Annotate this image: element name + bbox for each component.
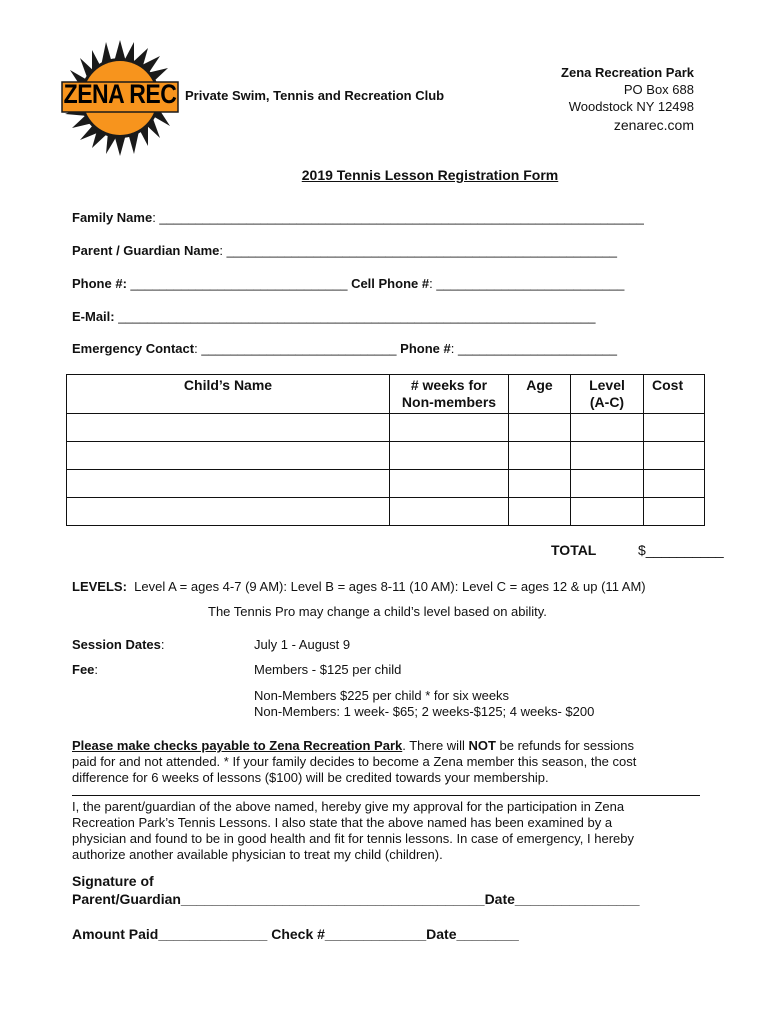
total-label: TOTAL xyxy=(551,542,597,558)
emergency-phone-blank[interactable]: : ______________________ xyxy=(450,341,618,356)
amount-paid-line[interactable]: Amount Paid______________ Check #_____________Date________ xyxy=(72,926,519,942)
waiver-text xyxy=(72,799,712,863)
parent-guardian-blank[interactable]: : ______________________________________________________ xyxy=(219,243,618,258)
family-name-blank[interactable]: : ___________________________________________________________________ xyxy=(152,210,644,225)
table-row[interactable] xyxy=(67,470,705,498)
payment-note-line-3: difference for 6 weeks of lessons ($100) will be credited towards your membership. xyxy=(72,770,549,785)
waiver-line-3: physician and found to be in good health and fit for tennis lessons. In case of emergency, I hereby xyxy=(72,831,635,846)
emergency-phone-label: Phone # xyxy=(400,341,451,356)
fee-members: Members - $125 per child xyxy=(254,662,402,677)
emergency-contact-blank[interactable]: : ___________________________ xyxy=(194,341,397,356)
payment-note: Please make checks payable to Zena Recreation Park. There will NOT be refunds for sessions paid for and not attended. * If your family decides to become a Zena member this season, the cost difference for 6 weeks of lessons ($100) will be credited towards your membership. xyxy=(72,738,712,786)
not-emphasis: NOT xyxy=(468,738,496,753)
levels-note: The Tennis Pro may change a child’s level based on ability. xyxy=(208,604,547,619)
cell-phone-label: Cell Phone # xyxy=(351,276,430,291)
emergency-contact-label: Emergency Contact xyxy=(72,341,195,356)
form-title: 2019 Tennis Lesson Registration Form xyxy=(301,167,559,183)
logo-text: ZENA REC xyxy=(63,78,177,109)
children-table xyxy=(66,374,705,526)
header-weeks: # weeks for Non-members xyxy=(390,375,509,414)
fee-label: Fee xyxy=(72,662,95,677)
table-row[interactable] xyxy=(67,498,705,526)
levels-label: LEVELS: xyxy=(72,579,127,594)
fee-nonmembers-six-weeks: Non-Members $225 per child * for six weeks xyxy=(254,688,510,703)
session-dates-label-wrap: Session Dates: xyxy=(72,637,165,652)
emergency-contact-row[interactable] xyxy=(72,341,617,356)
parent-guardian-field[interactable] xyxy=(72,243,617,258)
session-dates-value: July 1 - August 9 xyxy=(254,637,351,652)
levels-text: Level A = ages 4-7 (9 AM): Level B = ages 8-11 (10 AM): Level C = ages 12 & up (11 AM) xyxy=(134,579,646,594)
cell-phone-blank[interactable]: : __________________________ xyxy=(429,276,625,291)
family-name-field[interactable] xyxy=(72,210,644,225)
address-line-1: PO Box 688 xyxy=(623,82,694,97)
levels-line xyxy=(72,579,646,594)
signature-block[interactable] xyxy=(72,872,640,908)
session-dates-label: Session Dates xyxy=(72,637,161,652)
family-name-label: Family Name xyxy=(72,210,153,225)
total-blank[interactable]: $__________ xyxy=(638,542,724,558)
organization-name: Zena Recreation Park xyxy=(561,65,694,80)
waiver-line-2: Recreation Park’s Tennis Lessons. I also state that the above named has been examined by a xyxy=(72,815,613,830)
phone-field-row[interactable] xyxy=(72,276,624,291)
section-divider xyxy=(72,795,700,796)
header-cost: Cost xyxy=(644,375,705,414)
header-child-name: Child’s Name xyxy=(67,375,390,414)
phone-blank[interactable]: ______________________________ xyxy=(130,276,348,291)
email-blank[interactable]: __________________________________________________________________ xyxy=(118,309,596,324)
header-age: Age xyxy=(509,375,571,414)
waiver-line-1: I, the parent/guardian of the above named, hereby give my approval for the participation in Zena xyxy=(72,799,625,814)
email-field[interactable] xyxy=(72,309,595,324)
table-header-row xyxy=(67,375,705,414)
fee-nonmembers-weekly: Non-Members: 1 week- $65; 2 weeks-$125; 4 weeks- $200 xyxy=(254,704,595,719)
checks-payable: Please make checks payable to Zena Recreation Park xyxy=(72,738,403,753)
website-link[interactable]: zenarec.com xyxy=(613,117,694,133)
signature-date-line[interactable]: Parent/Guardian_______________________________________Date________________ xyxy=(72,891,640,907)
table-row[interactable] xyxy=(67,442,705,470)
table-row[interactable] xyxy=(67,414,705,442)
fee-label-wrap: Fee: xyxy=(72,662,99,677)
club-tagline: Private Swim, Tennis and Recreation Club xyxy=(185,88,445,103)
organization-address xyxy=(470,64,694,134)
payment-note-line-2: paid for and not attended. * If your family decides to become a Zena member this season, the cost xyxy=(72,754,637,769)
header-level: Level (A-C) xyxy=(571,375,644,414)
parent-guardian-label: Parent / Guardian Name xyxy=(72,243,220,258)
email-label: E-Mail: xyxy=(72,309,115,324)
phone-label: Phone #: xyxy=(72,276,127,291)
address-line-2: Woodstock NY 12498 xyxy=(568,99,694,114)
signature-label: Signature of xyxy=(72,873,154,889)
waiver-line-4: authorize another available physician to treat my child (children). xyxy=(72,847,443,862)
